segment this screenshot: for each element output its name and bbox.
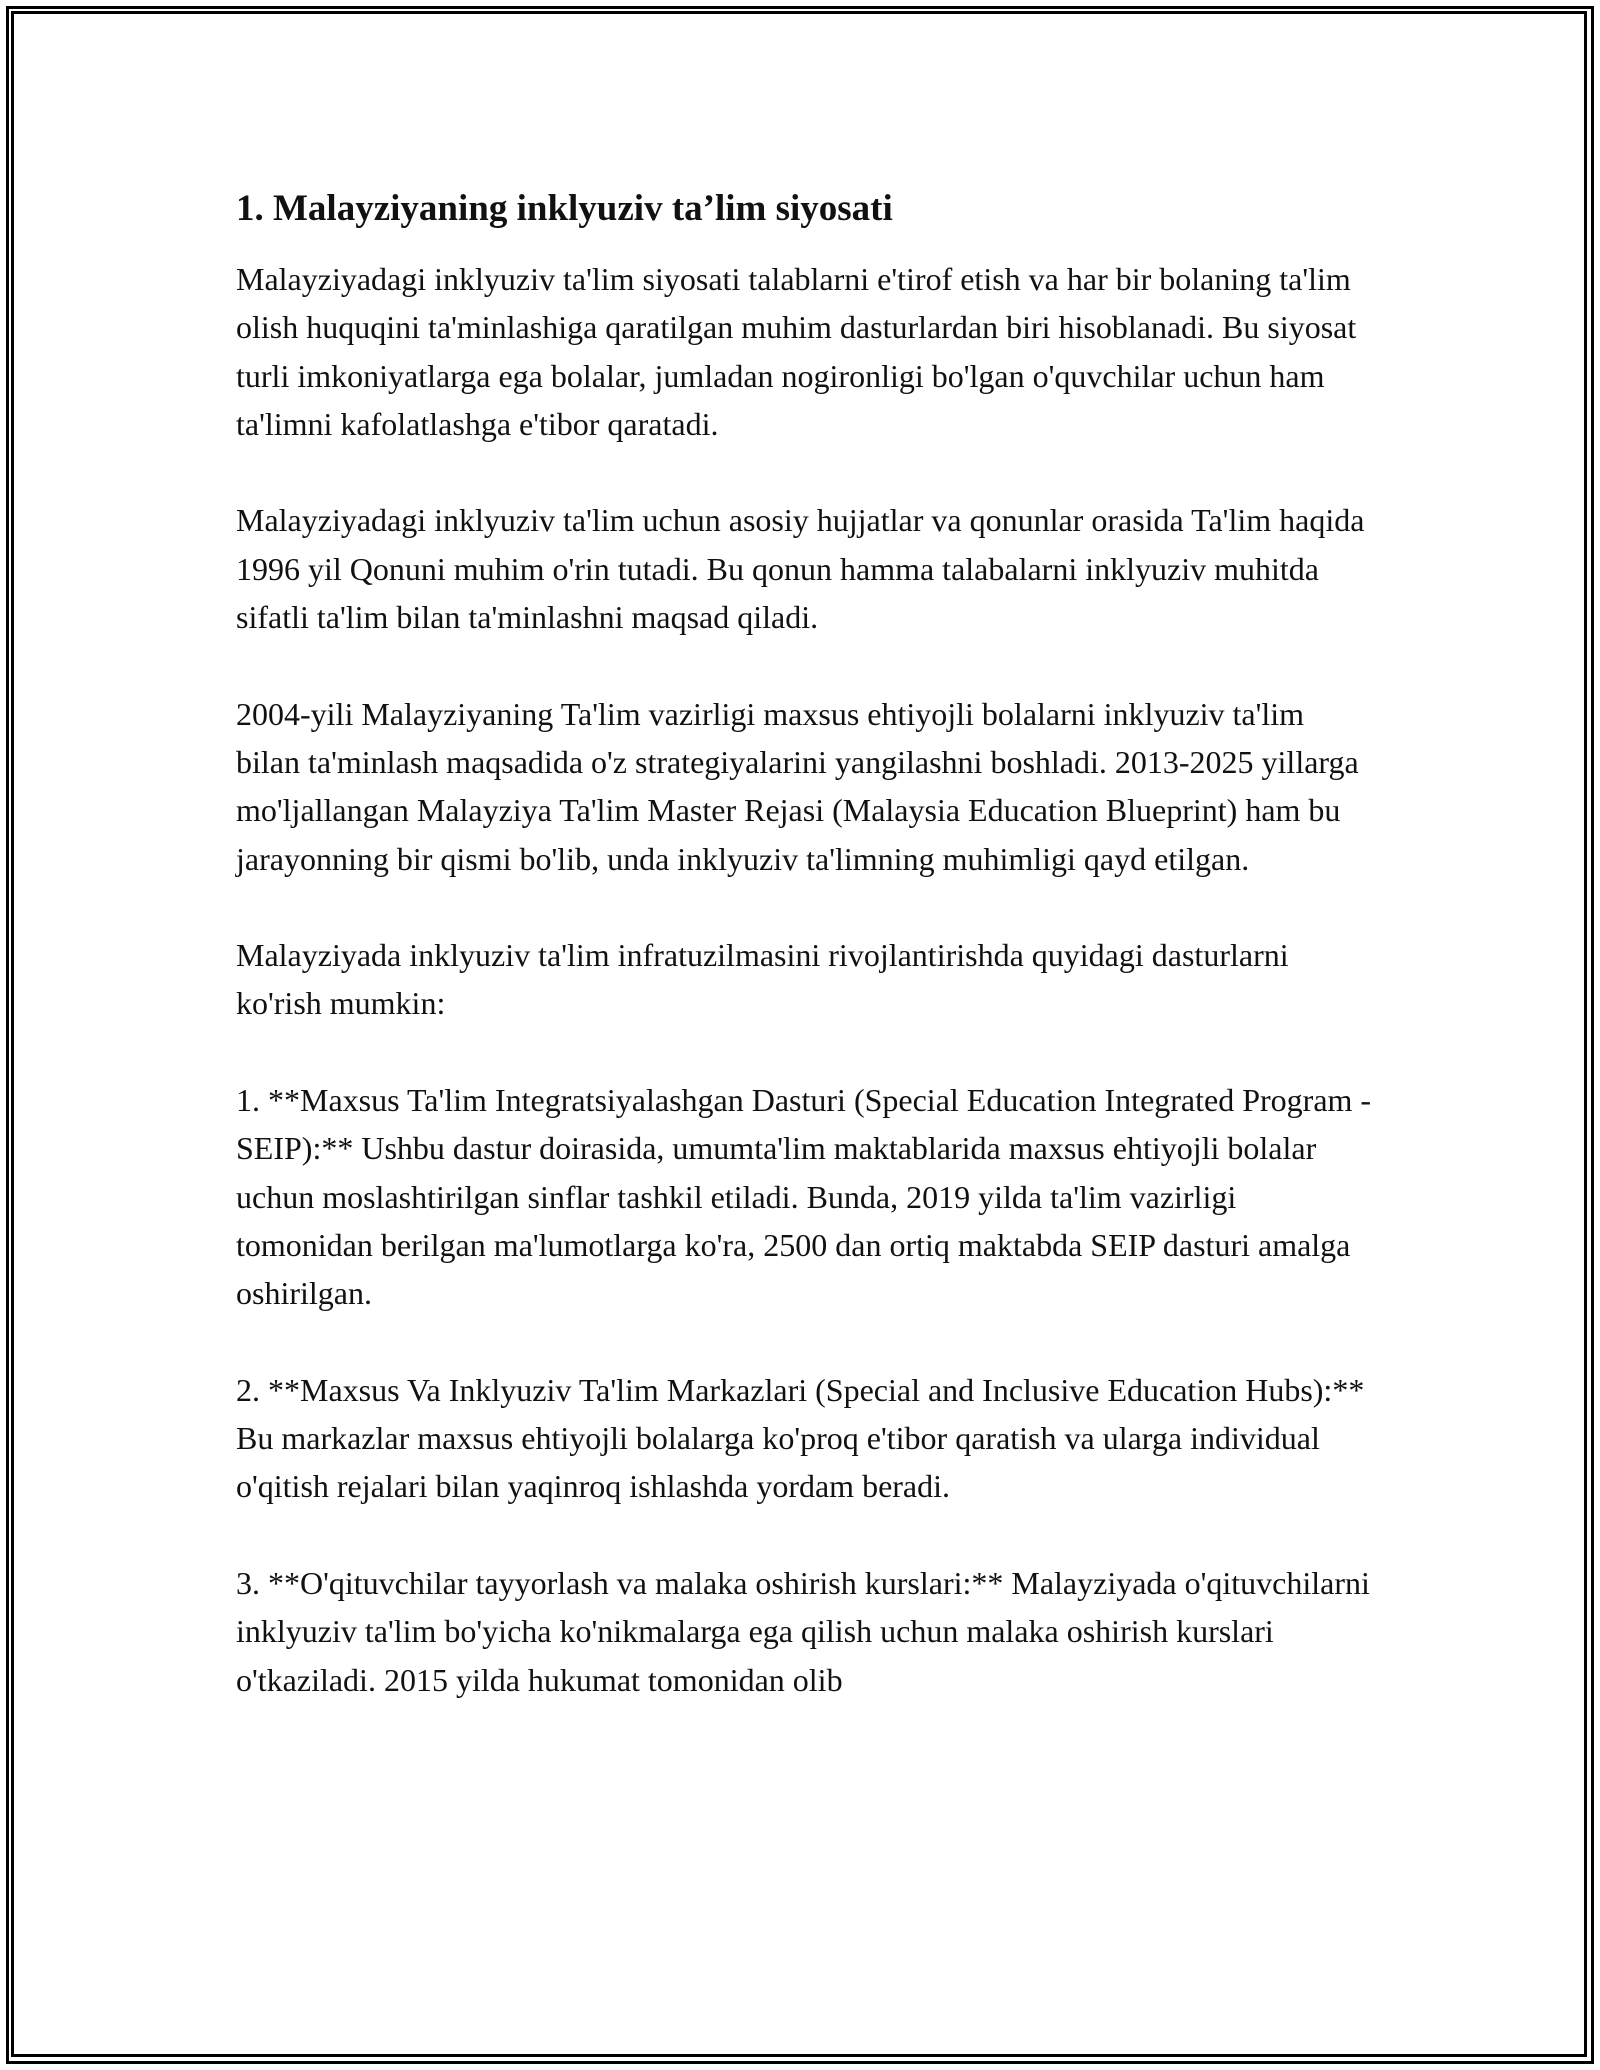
paragraph-1: Malayziyadagi inklyuziv ta'lim siyosati talablarni e'tirof etish va har bir bolaning ta'lim olish huquqini ta'minlashiga qaratilgan muhim dasturlardan biri hisoblanadi. Bu siyosat turli imkoniyatlarga ega bolalar, jumladan nogironligi bo'lgan o'quvchilar uchun ham ta'limni kafolatlashga e'tibor qaratadi. [236,261,1357,442]
document-body [236,185,1376,1752]
section-heading: 1. Malayziyaning inklyuziv ta’lim siyosati [236,188,893,229]
paragraph-2: Malayziyadagi inklyuziv ta'lim uchun asosiy hujjatlar va qonunlar orasida Ta'lim haqida 1996 yil Qonuni muhim o'rin tutadi. Bu qonun hamma talabalarni inklyuziv muhitda sifatli ta'lim bilan ta'minlashni maqsad qiladi. [236,502,1365,636]
paragraph-4: Malayziyada inklyuziv ta'lim infratuzilmasini rivojlantirishda quyidagi dasturlarni ko'rish mumkin: [236,937,1289,1022]
list-item-3: 3. **O'qituvchilar tayyorlash va malaka oshirish kurslari:** Malayziyada o'qituvchilarni inklyuziv ta'lim bo'yicha ko'nikmalarga ega qilish uchun malaka oshirish kurslari o'tkaziladi. 2015 yilda hukumat tomonidan olib [236,1565,1370,1698]
list-item-2: 2. **Maxsus Va Inklyuziv Ta'lim Markazlari (Special and Inclusive Education Hubs):** Bu markazlar maxsus ehtiyojli bolalarga ko'proq e'tibor qaratish va ularga individual o'qitish rejalari bilan yaqinroq ishlashda yordam beradi. [236,1371,1365,1505]
list-item-1: 1. **Maxsus Ta'lim Integratsiyalashgan Dasturi (Special Education Integrated Program - SEIP):** Ushbu dastur doirasida, umumta'lim maktablarida maxsus ehtiyojli bolalar uchun moslashtirilgan sinflar tashkil etiladi. Bunda, 2019 yilda ta'lim vazirligi tomonidan berilgan ma'lumotlarga ko'ra, 2500 dan ortiq maktabda SEIP dasturi amalga oshirilgan. [236,1082,1372,1312]
paragraph-3: 2004-yili Malayziyaning Ta'lim vazirligi maxsus ehtiyojli bolalarni inklyuziv ta'lim bilan ta'minlash maqsadida o'z strategiyalarini yangilashni boshladi. 2013-2025 yillarga mo'ljallangan Malayziya Ta'lim Master Rejasi (Malaysia Education Blueprint) ham bu jarayonning bir qismi bo'lib, unda inklyuziv ta'limning muhimligi qayd etilgan. [236,695,1359,877]
